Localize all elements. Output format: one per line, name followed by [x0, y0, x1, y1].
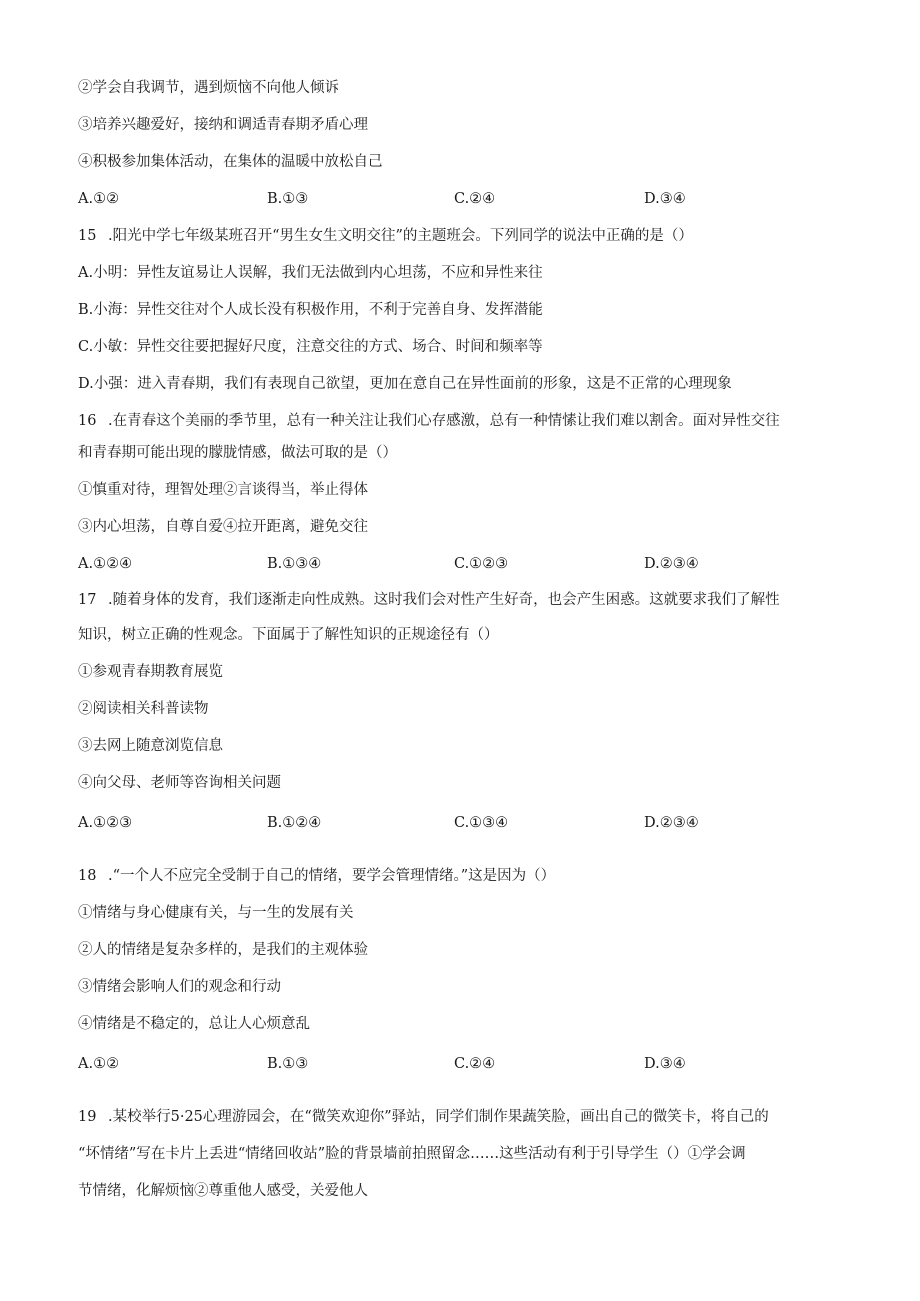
question-text: .随着身体的发育，我们逐渐走向性成熟。这时我们会对性产生好奇，也会产生困惑。这就要求我们了解性 [108, 592, 780, 608]
question-16-statement-2: ③内心坦荡，自尊自爱④拉开距离，避免交往 [78, 519, 368, 535]
statement-2: ②学会自我调节，遇到烦恼不向他人倾诉 [78, 80, 339, 96]
question-18-options [78, 1054, 838, 1074]
question-text: .阳光中学七年级某班召开“男生女生文明交往”的主题班会。下列同学的说法中正确的是（） [108, 228, 693, 244]
option-a[interactable]: A.①② [78, 191, 120, 207]
question-number: 16 [78, 413, 97, 429]
question-text: .在青春这个美丽的季节里，总有一种关注让我们心存感激，总有一种情愫让我们难以割舍。面对异性交往 [108, 413, 780, 429]
question-number: 18 [78, 868, 97, 884]
option-c[interactable]: C.①②③ [454, 556, 509, 572]
question-number: 15 [78, 228, 97, 244]
question-17-statement-2: ②阅读相关科普读物 [78, 701, 209, 717]
question-17-statement-4: ④向父母、老师等咨询相关问题 [78, 775, 281, 791]
question-17-stem-cont: 知识，树立正确的性观念。下面属于了解性知识的正规途径有（） [78, 627, 499, 643]
question-16-statement-1: ①慎重对待，理智处理②言谈得当，举止得体 [78, 482, 368, 498]
question-16-options [78, 554, 838, 574]
option-d[interactable]: D.③④ [644, 191, 686, 207]
question-17-statement-1: ①参观青春期教育展览 [78, 664, 223, 680]
question-19-stem-cont-1: “坏情绪”写在卡片上丢进“情绪回收站”脸的背景墙前拍照留念……这些活动有利于引导学生（）①学会调 [78, 1146, 746, 1162]
question-15-option-b[interactable]: B.小海：异性交往对个人成长没有积极作用，不利于完善自身、发挥潜能 [78, 302, 543, 318]
option-c[interactable]: C.①③④ [454, 815, 509, 831]
question-number: 17 [78, 592, 97, 608]
question-16-stem-cont: 和青春期可能出现的朦胧情感，做法可取的是（） [78, 445, 397, 461]
option-b[interactable]: B.①③④ [267, 556, 322, 572]
option-d[interactable]: D.②③④ [644, 815, 699, 831]
question-16-stem [78, 411, 838, 431]
option-d[interactable]: D.③④ [644, 1056, 686, 1072]
option-c[interactable]: C.②④ [454, 191, 496, 207]
question-17-stem [78, 590, 838, 610]
question-19-stem [78, 1107, 838, 1127]
question-15-option-d[interactable]: D.小强：进入青春期，我们有表现自己欲望，更加在意自己在异性面前的形象，这是不正常的心理现象 [78, 376, 732, 392]
question-15-stem [78, 226, 838, 246]
question-17-statement-3: ③去网上随意浏览信息 [78, 738, 223, 754]
question-19-stem-cont-2: 节情绪，化解烦恼②尊重他人感受，关爱他人 [78, 1183, 368, 1199]
option-b[interactable]: B.①③ [267, 1056, 309, 1072]
option-a[interactable]: A.①② [78, 1056, 120, 1072]
question-18-statement-3: ③情绪会影响人们的观念和行动 [78, 979, 281, 995]
question-15-option-c[interactable]: C.小敏：异性交往要把握好尺度，注意交往的方式、场合、时间和频率等 [78, 339, 543, 355]
question-text: .某校举行5·25心理游园会，在“微笑欢迎你”驿站，同学们制作果蔬笑脸，画出自己的微笑卡，将自己的 [108, 1109, 769, 1125]
question-18-statement-2: ②人的情绪是复杂多样的，是我们的主观体验 [78, 942, 368, 958]
option-d[interactable]: D.②③④ [644, 556, 699, 572]
question-18-stem [78, 866, 838, 886]
statement-4: ④积极参加集体活动，在集体的温暖中放松自己 [78, 154, 383, 170]
option-a[interactable]: A.①②③ [78, 815, 133, 831]
question-18-statement-1: ①情绪与身心健康有关，与一生的发展有关 [78, 905, 354, 921]
question-18-statement-4: ④情绪是不稳定的，总让人心烦意乱 [78, 1016, 310, 1032]
option-b[interactable]: B.①②④ [267, 815, 322, 831]
statement-3: ③培养兴趣爱好，接纳和调适青春期矛盾心理 [78, 117, 368, 133]
option-c[interactable]: C.②④ [454, 1056, 496, 1072]
answer-options [78, 189, 838, 209]
question-number: 19 [78, 1109, 97, 1125]
question-17-options [78, 813, 838, 833]
question-15-option-a[interactable]: A.小明：异性友谊易让人误解，我们无法做到内心坦荡，不应和异性来往 [78, 265, 543, 281]
option-a[interactable]: A.①②④ [78, 556, 133, 572]
option-b[interactable]: B.①③ [267, 191, 309, 207]
question-text: .“一个人不应完全受制于自己的情绪，要学会管理情绪。”这是因为（） [108, 868, 556, 884]
